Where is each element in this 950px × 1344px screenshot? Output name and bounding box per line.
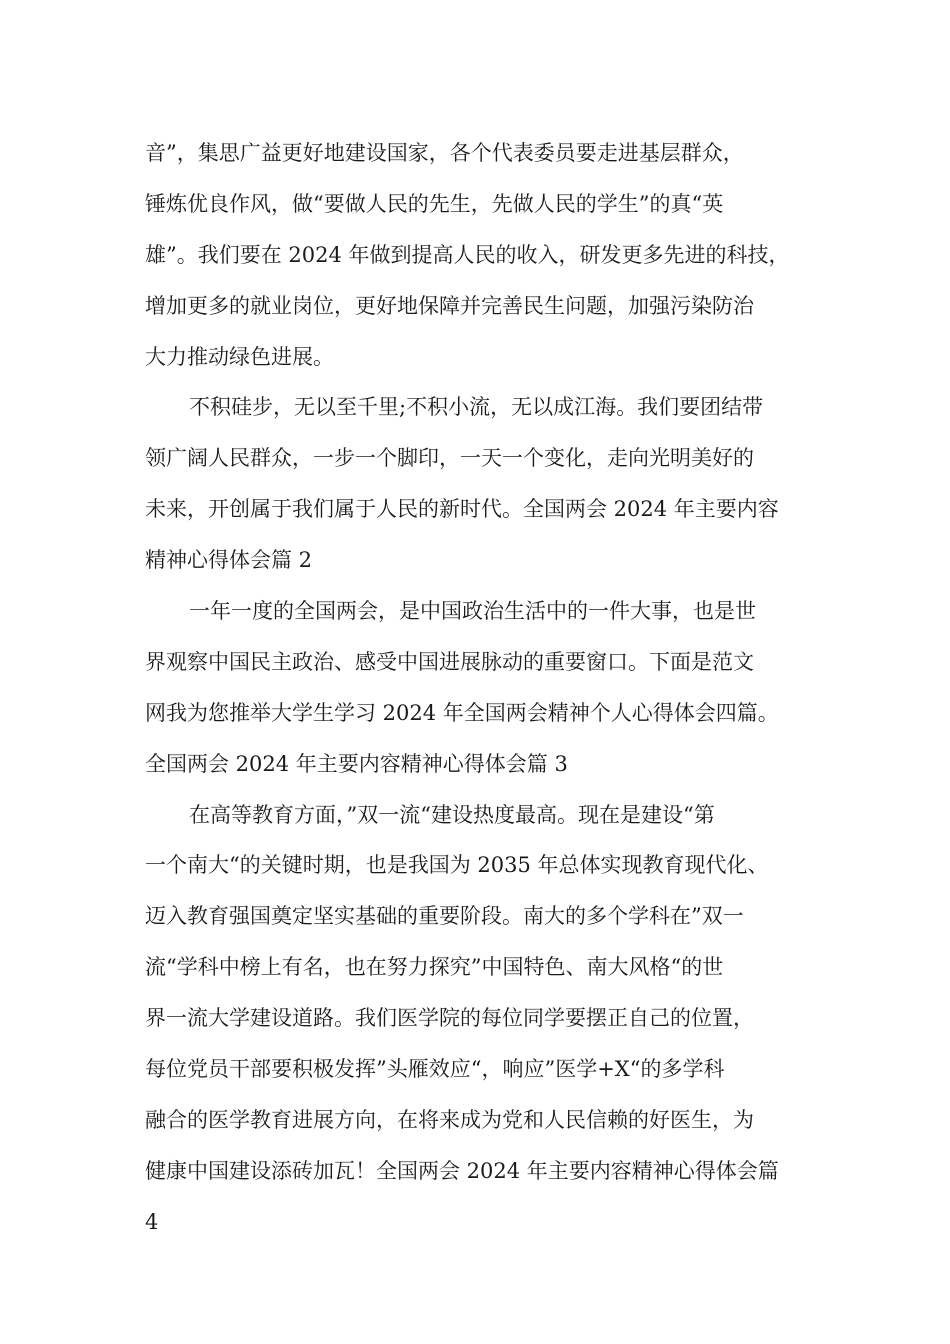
- text-line: 融合的医学教育进展方向，在将来成为党和人民信赖的好医生，为: [145, 1107, 754, 1132]
- text-line: 未来，开创属于我们属于人民的新时代。全国两会 2024 年主要内容: [145, 497, 779, 522]
- text-line: 每位党员干部要积极发挥”头雁效应“，响应”医学+X“的多学科: [145, 1057, 725, 1082]
- text-line: 流“学科中榜上有名，也在努力探究”中国特色、南大风格“的世: [145, 955, 724, 980]
- text-line: 一个南大“的关键时期，也是我国为 2035 年总体实现教育现代化、: [145, 853, 769, 878]
- paragraph-start-line: 一年一度的全国两会，是中国政治生活中的一件大事，也是世: [189, 599, 756, 624]
- section-heading-line: 精神心得体会篇 2: [145, 548, 313, 573]
- text-line: 界一流大学建设道路。我们医学院的每位同学要摆正自己的位置，: [145, 1006, 754, 1031]
- text-line: 雄”。我们要在 2024 年做到提高人民的收入，研发更多先进的科技，: [145, 242, 790, 267]
- section-heading-line: 全国两会 2024 年主要内容精神心得体会篇 3: [145, 751, 568, 776]
- document-body: [145, 128, 835, 1248]
- text-line: 健康中国建设添砖加瓦！全国两会 2024 年主要内容精神心得体会篇: [145, 1158, 779, 1183]
- text-line: 大力推动绿色进展。: [145, 344, 334, 369]
- paragraph-start-line: 不积硅步，无以至千里;不积小流，无以成江海。我们要团结带: [189, 395, 764, 420]
- text-line: 领广阔人民群众，一步一个脚印，一天一个变化，走向光明美好的: [145, 446, 754, 471]
- paragraph-start-line: 在高等教育方面，”双一流“建设热度最高。现在是建设“第: [189, 802, 715, 827]
- text-line: 增加更多的就业岗位，更好地保障并完善民生问题，加强污染防治: [145, 293, 754, 318]
- text-line: 网我为您推举大学生学习 2024 年全国两会精神个人心得体会四篇。: [145, 700, 779, 725]
- text-line: 音”，集思广益更好地建设国家，各个代表委员要走进基层群众，: [145, 141, 744, 165]
- text-line: 迈入教育强国奠定坚实基础的重要阶段。南大的多个学科在”双一: [145, 904, 744, 929]
- text-line: 界观察中国民主政治、感受中国进展脉动的重要窗口。下面是范文: [145, 649, 754, 674]
- text-line: 锤炼优良作风，做“要做人民的先生，先做人民的学生”的真“英: [145, 191, 724, 216]
- section-heading-line: 4: [145, 1209, 159, 1234]
